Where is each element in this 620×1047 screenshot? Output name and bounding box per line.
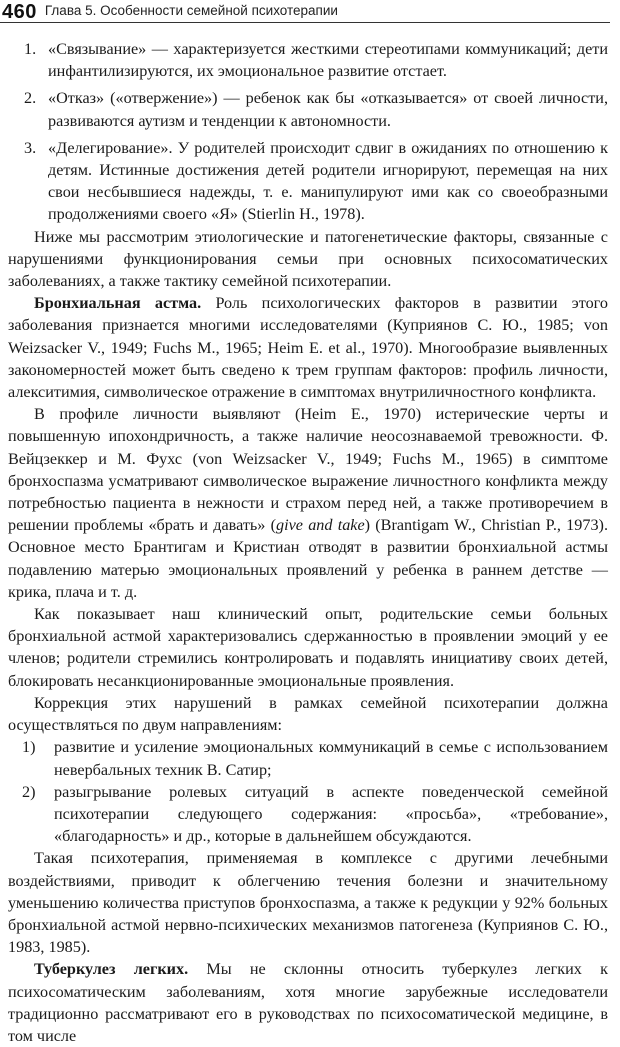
paragraph-tuberculosis (8, 958, 608, 1047)
section-heading-tuberculosis: Туберкулез легких. (34, 960, 189, 979)
page-number: 460 (2, 1, 37, 23)
list-item (8, 38, 608, 82)
running-head (0, 0, 610, 23)
paragraph-text: В профиле личности выявляют (Heim E., 1970) истерические черты и повышенную ипохондричность, а также наличие неосознаваемой тревожности. Ф. Вейцзеккер и М. Фухс (von Weizsacker V., 1949; Fuchs M., 1965) в симптоме бронхоспазма усматривают символическое выражение личностного конфликта между потребностью пациента в нежности и страхом перед ней, а также противоречием в решении проблемы «брать и давать» ( (8, 405, 608, 535)
list-item (8, 87, 608, 131)
list-item-text: «Связывание» — характеризуется жесткими стереотипами коммуникаций; дети инфантилизируются, их эмоциональное развитие отстает. (48, 40, 608, 81)
list-item-number: 2. (24, 89, 37, 108)
list-item-number: 1) (22, 738, 36, 757)
paragraph-text: ) (Brantigam W., Christian P., 1973). Основное место Брантигам и Кристиан отводят в развитии бронхиальной астмы подавлению матерью эмоциональных проявлений у ребенка в раннем детстве — крика, плача и т. д. (8, 516, 608, 601)
paragraph: Коррекция этих нарушений в рамках семейной психотерапии должна осуществляться по двум направлениям: (8, 693, 608, 735)
list-item-number: 2) (22, 782, 36, 801)
paragraph: Как показывает наш клинический опыт, родительские семьи больных бронхиальной астмой характеризовались сдержанностью в проявлении эмоций у ее членов; родители стремились контролировать и подавлять инициативу своих детей, блокировать несанкционированные эмоциональные проявления. (8, 605, 608, 690)
list-item-text: разыгрывание ролевых ситуаций в аспекте поведенческой семейной психотерапии следующего содержания: «просьба», «требование», «благодарность» и др., которые в дальнейшем обсуждаются. (54, 782, 608, 846)
list-item (8, 736, 608, 780)
list-item-number: 3. (24, 138, 37, 157)
list-item-text: «Делегирование». У родителей происходит сдвиг в ожиданиях по отношению к детям. Истинные достижения детей родители игнорируют, перемещая на них свои несбывшиеся надежды, т. е. манипулируют ими как со своеобразными продолжениями своего «Я» (Stierlin H., 1978). (48, 138, 608, 224)
chapter-title: Глава 5. Особенности семейной психотерапии (44, 3, 338, 18)
paragraph: Ниже мы рассмотрим этиологические и патогенетические факторы, связанные с нарушениями функционирования семьи при основных психосоматических заболеваниях, а также тактику семейной психотерапии. (8, 227, 608, 291)
italic-term: give and take (276, 516, 365, 535)
list-item-text: развитие и усиление эмоциональных коммуникаций в семье с использованием невербальных техник В. Сатир; (54, 738, 608, 779)
paragraph-text: Роль психологических факторов в развитии этого заболевания признается многими исследователями (Куприянов С. Ю., 1985; von Weizsacker V., 1949; Fuchs M., 1965; Heim E. et al., 1970). Многообразие выявленных закономерностей может быть сведено к трем группам факторов: профиль личности, алекситимия, символическое отражение в симптомах внутриличностного конфликта. (8, 294, 608, 402)
paragraph-text: Мы не склонны относить туберкулез легких к психосоматическим заболеваниям, хотя многие зарубежные исследователи традиционно рассматривают его в руководствах по психосоматической медицине, в том числе (8, 960, 608, 1045)
paragraph-asthma (8, 292, 608, 403)
body-text (8, 38, 608, 1047)
list-item-text: «Отказ» («отвержение») — ребенок как бы «отказывается» от своей личности, развиваются аутизм и тенденции к автономности. (48, 89, 608, 130)
paragraph-profile (8, 403, 608, 603)
list-item-number: 1. (24, 40, 37, 58)
paragraph: Такая психотерапия, применяемая в комплексе с другими лечебными воздействиями, приводит к облегчению течения болезни и значительному уменьшению количества приступов бронхоспазма, а также к редукции у 92% больных бронхиальной астмой нервно-психических механизмов патогенеза (Куприянов С. Ю., 1983, 1985). (8, 849, 608, 957)
list-item (8, 137, 608, 226)
list-item (8, 781, 608, 848)
section-heading-asthma: Бронхиальная астма. (34, 294, 202, 313)
